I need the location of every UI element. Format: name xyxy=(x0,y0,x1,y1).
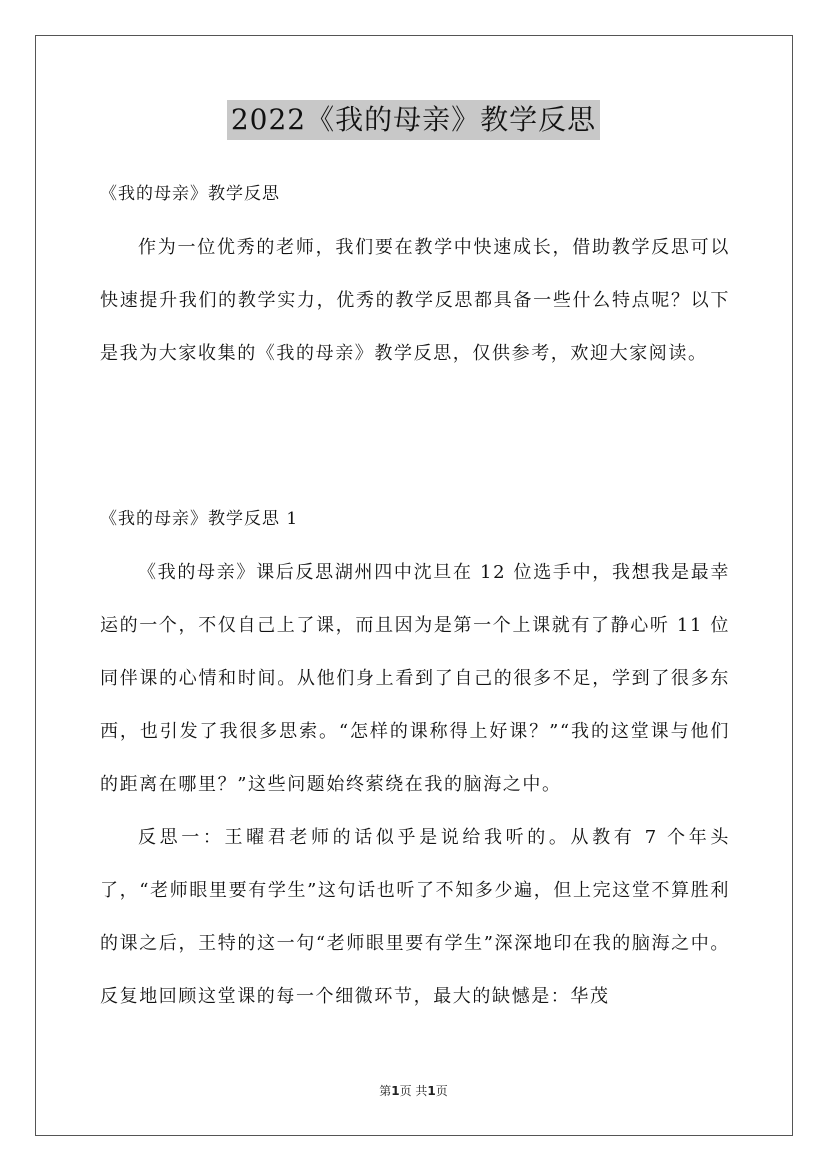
footer-prefix: 第 xyxy=(379,1084,392,1098)
footer-page-total: 1 xyxy=(427,1084,436,1098)
footer-mid: 页 共 xyxy=(399,1084,428,1098)
page-footer xyxy=(0,1082,827,1099)
section1-heading: 《我的母亲》教学反思 1 xyxy=(100,509,299,529)
section1-paragraph-2: 反思一：王曜君老师的话似乎是说给我听的。从教有 7 个年头了，“老师眼里要有学生”这句话也听了不知多少遍，但上完这堂不算胜利的课之后，王特的这一句“老师眼里要有学生”深深地印在我的脑海之中。反复地回顾这堂课的每一个细微环节，最大的缺憾是：华茂 xyxy=(100,827,730,1007)
document-subtitle: 《我的母亲》教学反思 xyxy=(100,184,280,204)
document-title: 2022《我的母亲》教学反思 xyxy=(227,100,600,140)
footer-page-number: 1 xyxy=(391,1084,400,1098)
title-wrap xyxy=(0,100,827,140)
intro-paragraph: 作为一位优秀的老师，我们要在教学中快速成长，借助教学反思可以快速提升我们的教学实力，优秀的教学反思都具备一些什么特点呢？以下是我为大家收集的《我的母亲》教学反思，仅供参考，欢迎大家阅读。 xyxy=(100,237,730,364)
section1-block xyxy=(100,546,730,1023)
intro-block xyxy=(100,221,730,380)
section1-paragraph-1: 《我的母亲》课后反思湖州四中沈旦在 12 位选手中，我想我是最幸运的一个，不仅自己上了课，而且因为是第一个上课就有了静心听 11 位同伴课的心情和时间。从他们身上看到了自己的很多不足，学到了很多东西，也引发了我很多思索。“怎样的课称得上好课？”“我的这堂课与他们的距离在哪里？”这些问题始终萦绕在我的脑海之中。 xyxy=(100,562,730,795)
footer-suffix: 页 xyxy=(435,1084,448,1098)
